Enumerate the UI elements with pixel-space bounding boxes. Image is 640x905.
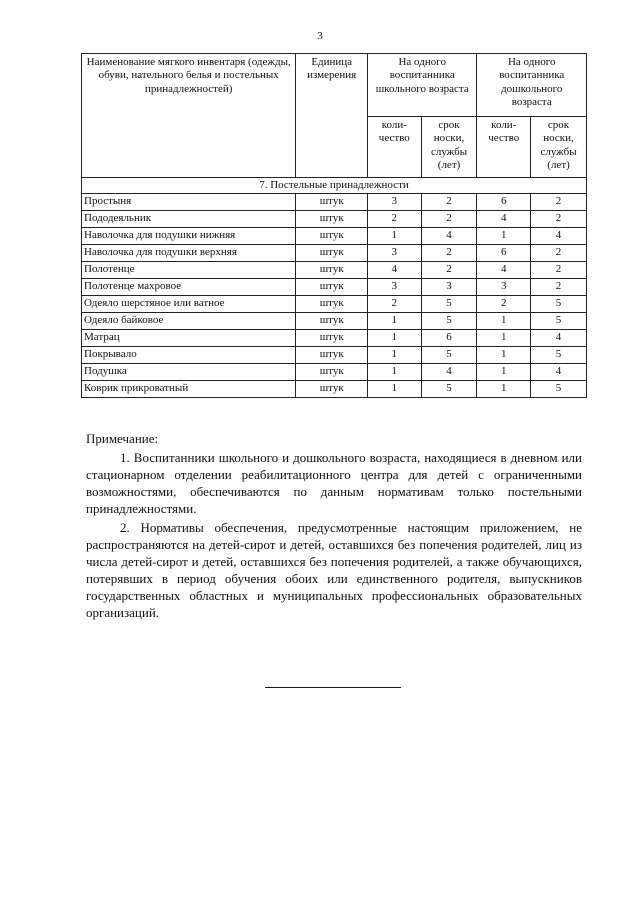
row-school-qty: 2 [368, 211, 422, 228]
row-name: Наволочка для подушки верхняя [82, 245, 296, 262]
table-row [82, 381, 587, 398]
header-unit: Единица измерения [296, 54, 368, 178]
row-name: Коврик прикроватный [82, 381, 296, 398]
row-name: Простыня [82, 194, 296, 211]
row-unit: штук [296, 330, 368, 347]
row-preschool-term: 2 [531, 211, 587, 228]
row-preschool-term: 5 [531, 347, 587, 364]
header-preschool-term: срок носки, службы (лет) [531, 117, 587, 178]
row-name: Наволочка для подушки нижняя [82, 228, 296, 245]
table-row [82, 228, 587, 245]
row-school-term: 5 [421, 296, 477, 313]
row-school-term: 5 [421, 381, 477, 398]
row-preschool-term: 4 [531, 364, 587, 381]
table-row [82, 262, 587, 279]
row-school-term: 2 [421, 245, 477, 262]
row-unit: штук [296, 211, 368, 228]
row-unit: штук [296, 228, 368, 245]
row-school-term: 5 [421, 313, 477, 330]
row-school-qty: 3 [368, 245, 422, 262]
row-preschool-qty: 6 [477, 194, 531, 211]
row-unit: штук [296, 364, 368, 381]
row-preschool-qty: 3 [477, 279, 531, 296]
row-name: Полотенце махровое [82, 279, 296, 296]
row-school-qty: 1 [368, 347, 422, 364]
note-paragraph-2: 2. Нормативы обеспечения, предусмотренные настоящим приложением, не распространяются на детей-сирот и детей, оставшихся без попечения родителей, лиц из числа детей-сирот и детей, оставшихся без попечения родителей, а также обучающихся, потерявших в период обучения обоих или единственного родителя, выпускников государственных областных и муниципальных профессиональных образовательных организаций. [86, 520, 582, 620]
row-school-term: 2 [421, 194, 477, 211]
row-preschool-qty: 1 [477, 364, 531, 381]
row-name: Покрывало [82, 347, 296, 364]
row-preschool-qty: 1 [477, 330, 531, 347]
row-unit: штук [296, 194, 368, 211]
row-school-term: 6 [421, 330, 477, 347]
row-unit: штук [296, 381, 368, 398]
row-school-qty: 1 [368, 381, 422, 398]
table-row [82, 296, 587, 313]
row-preschool-qty: 1 [477, 313, 531, 330]
inventory-table [81, 53, 587, 398]
row-unit: штук [296, 262, 368, 279]
row-school-qty: 4 [368, 262, 422, 279]
row-name: Одеяло байковое [82, 313, 296, 330]
row-preschool-term: 4 [531, 330, 587, 347]
row-preschool-term: 2 [531, 245, 587, 262]
row-school-term: 2 [421, 262, 477, 279]
row-preschool-qty: 6 [477, 245, 531, 262]
header-school-term: срок носки, службы (лет) [421, 117, 477, 178]
row-school-term: 4 [421, 364, 477, 381]
row-school-qty: 1 [368, 364, 422, 381]
row-preschool-term: 2 [531, 262, 587, 279]
row-unit: штук [296, 245, 368, 262]
row-name: Полотенце [82, 262, 296, 279]
row-preschool-term: 4 [531, 228, 587, 245]
row-preschool-qty: 4 [477, 211, 531, 228]
row-unit: штук [296, 296, 368, 313]
row-preschool-term: 5 [531, 296, 587, 313]
row-school-qty: 3 [368, 279, 422, 296]
row-preschool-qty: 1 [477, 347, 531, 364]
table-row [82, 245, 587, 262]
row-name: Пододеяльник [82, 211, 296, 228]
row-school-qty: 1 [368, 313, 422, 330]
table-row [82, 279, 587, 296]
row-name: Матрац [82, 330, 296, 347]
row-preschool-qty: 2 [477, 296, 531, 313]
table-row [82, 313, 587, 330]
note-paragraph-1: 1. Воспитанники школьного и дошкольного возраста, находящиеся в дневном или стационарном отделении реабилитационного центра для детей с ограниченными возможностями, обеспечиваются по данным нормативам только постельными принадлежностями. [86, 450, 582, 516]
row-preschool-qty: 4 [477, 262, 531, 279]
row-preschool-term: 5 [531, 381, 587, 398]
row-preschool-qty: 1 [477, 228, 531, 245]
row-name: Одеяло шерстяное или ватное [82, 296, 296, 313]
row-preschool-term: 2 [531, 194, 587, 211]
row-school-qty: 2 [368, 296, 422, 313]
row-school-term: 4 [421, 228, 477, 245]
table-row [82, 211, 587, 228]
header-preschool-qty: коли-чество [477, 117, 531, 178]
section-title: 7. Постельные принадлежности [82, 178, 587, 194]
page-number: 3 [317, 30, 323, 42]
row-preschool-term: 5 [531, 313, 587, 330]
row-school-qty: 1 [368, 228, 422, 245]
row-preschool-term: 2 [531, 279, 587, 296]
table-row [82, 330, 587, 347]
header-school-qty: коли-чество [368, 117, 422, 178]
note-title: Примечание: [86, 431, 159, 446]
table-row [82, 364, 587, 381]
row-unit: штук [296, 279, 368, 296]
row-unit: штук [296, 347, 368, 364]
header-school: На одного воспитанника школьного возраста [368, 54, 477, 117]
row-school-term: 5 [421, 347, 477, 364]
table-row [82, 347, 587, 364]
row-name: Подушка [82, 364, 296, 381]
closing-rule [265, 687, 401, 688]
table-row [82, 194, 587, 211]
row-school-qty: 3 [368, 194, 422, 211]
row-school-term: 2 [421, 211, 477, 228]
row-unit: штук [296, 313, 368, 330]
row-school-qty: 1 [368, 330, 422, 347]
row-preschool-qty: 1 [477, 381, 531, 398]
header-name: Наименование мягкого инвентаря (одежды, обуви, нательного белья и постельных принадлежностей) [82, 54, 296, 178]
header-preschool: На одного воспитанника дошкольного возраста [477, 54, 587, 117]
row-school-term: 3 [421, 279, 477, 296]
